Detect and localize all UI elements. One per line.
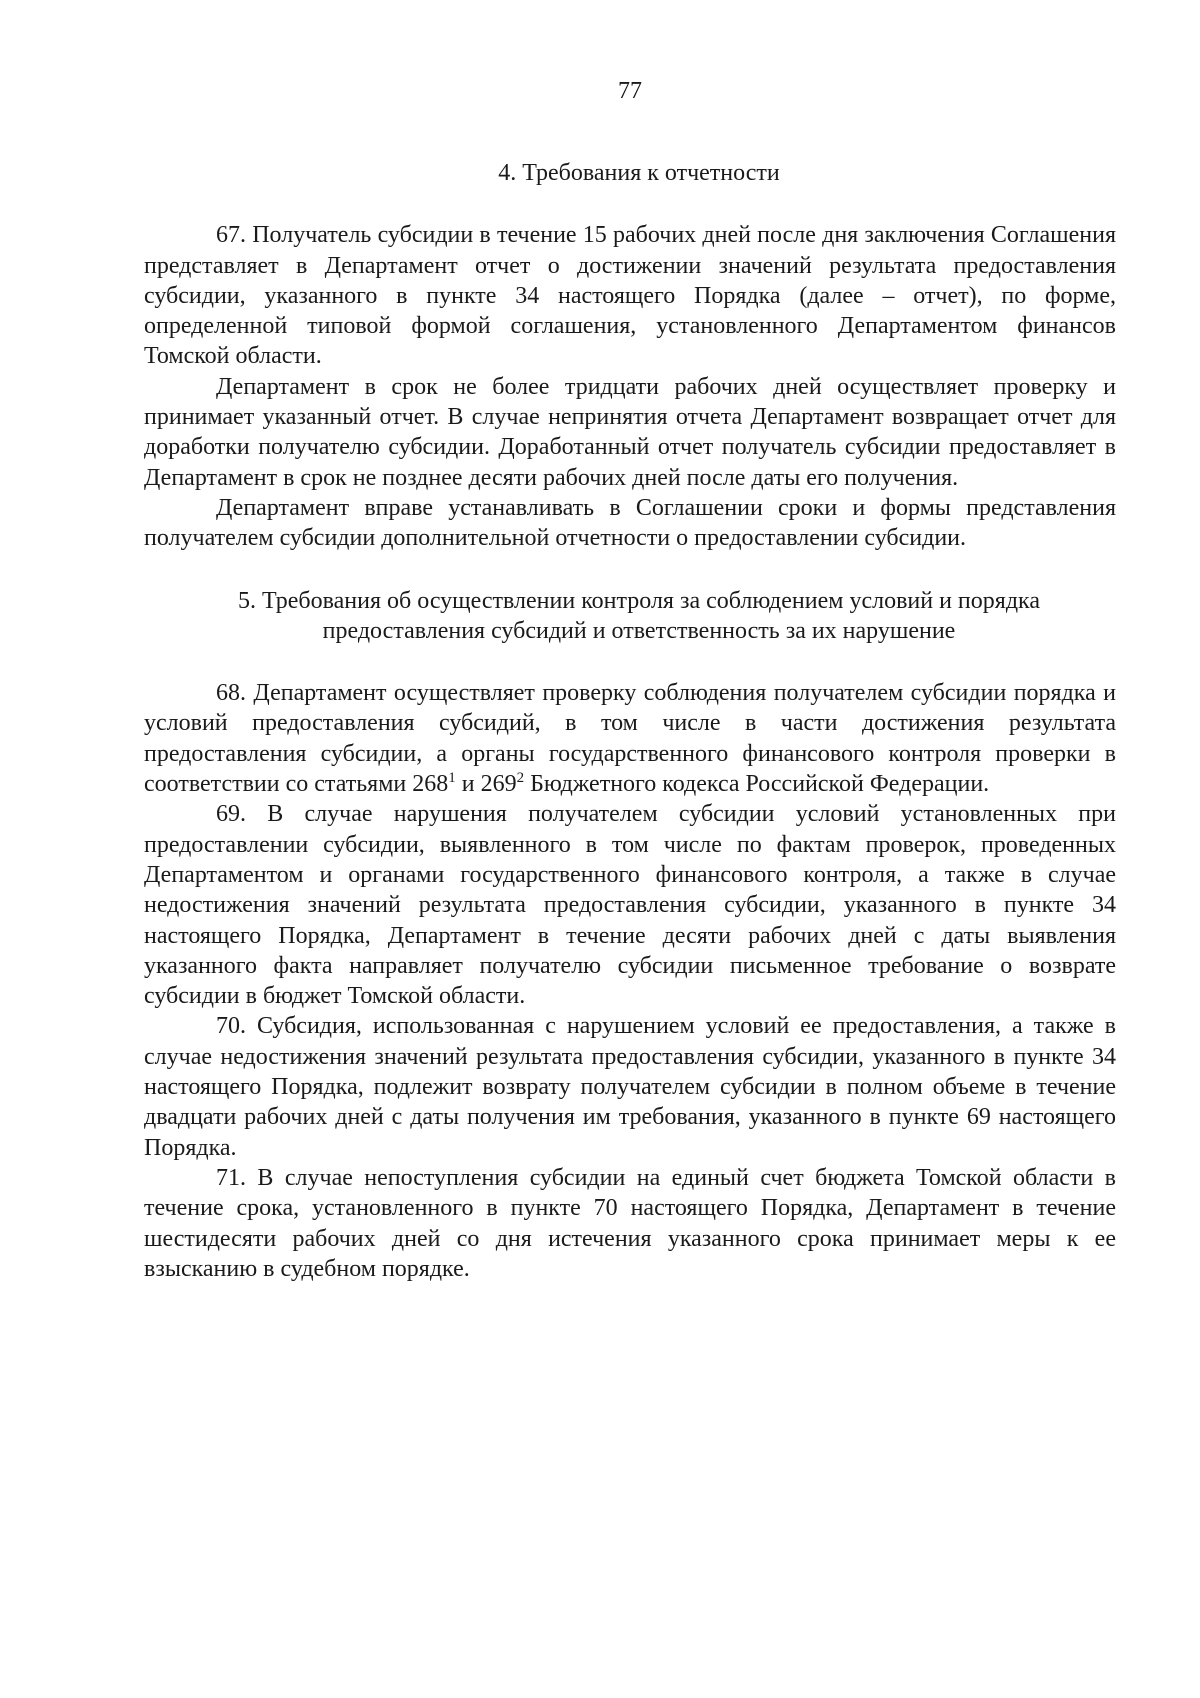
paragraph-68-text-start: 68. Департамент осуществляет проверку соблюдения получателем субсидии порядка и условий предоставления субсидий, в том числе в части достижения результата предоставления субсидии, а органы государственного финансового контроля проверки в соответствии со статьями 268 <box>144 680 1116 798</box>
paragraph-68 <box>144 678 1116 799</box>
page-number: 77 <box>618 78 642 104</box>
superscript-2: 2 <box>516 770 525 787</box>
superscript-1: 1 <box>448 770 456 787</box>
section-4-heading: 4. Требования к отчетности <box>498 160 780 186</box>
paragraph-68-text-middle: и 269 <box>455 771 517 798</box>
paragraph-71: 71. В случае непоступления субсидии на единый счет бюджета Томской области в течение срока, установленного в пункте 70 настоящего Порядка, Департамент в течение шестидесяти рабочих дней со дня истечения указанного срока принимает меры к ее взысканию в судебном порядке. <box>144 1164 1116 1282</box>
document-body <box>144 158 1116 1284</box>
paragraph-68-text-end: Бюджетного кодекса Российской Федерации. <box>524 771 990 798</box>
section-5-heading-line-2: предоставления субсидий и ответственность за их нарушение <box>322 617 956 644</box>
section-5-heading-line-1: 5. Требования об осуществлении контроля за соблюдением условий и порядка <box>238 587 1040 614</box>
section-5-heading <box>144 586 1116 647</box>
paragraph-70: 70. Субсидия, использованная с нарушением условий ее предоставления, а также в случае недостижения значений результата предоставления субсидии, указанного в пункте 34 настоящего Порядка, подлежит возврату получателем субсидии в полном объеме в течение двадцати рабочих дней с даты получения им требования, указанного в пункте 69 настоящего Порядка. <box>144 1013 1116 1161</box>
paragraph-69: 69. В случае нарушения получателем субсидии условий установленных при предоставлении субсидии, выявленного в том числе по фактам проверок, проведенных Департаментом и органами государственного финансового контроля, а также в случае недостижения значений результата предоставления субсидии, указанного в пункте 34 настоящего Порядка, Департамент в течение десяти рабочих дней с даты выявления указанного факта направляет получателю субсидии письменное требование о возврате субсидии в бюджет Томской области. <box>144 801 1116 1010</box>
paragraph-67-review: Департамент в срок не более тридцати рабочих дней осуществляет проверку и принимает указанный отчет. В случае непринятия отчета Департамент возвращает отчет для доработки получателю субсидии. Доработанный отчет получатель субсидии предоставляет в Департамент в срок не позднее десяти рабочих дней после даты его получения. <box>144 373 1116 491</box>
paragraph-67: 67. Получатель субсидии в течение 15 рабочих дней после дня заключения Соглашения представляет в Департамент отчет о достижении значений результата предоставления субсидии, указанного в пункте 34 настоящего Порядка (далее – отчет), по форме, определенной типовой формой соглашения, установленного Департаментом финансов Томской области. <box>144 222 1116 370</box>
paragraph-67-additional: Департамент вправе устанавливать в Соглашении сроки и формы представления получателем субсидии дополнительной отчетности о предоставлении субсидии. <box>144 494 1116 552</box>
